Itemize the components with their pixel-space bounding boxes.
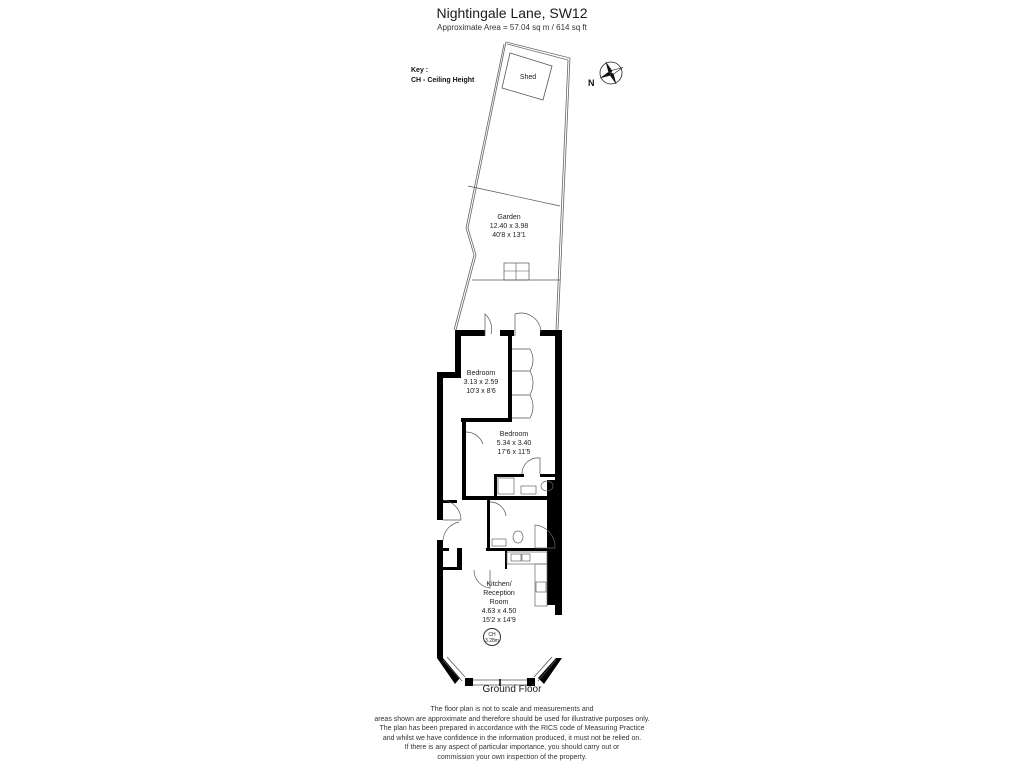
room-dims-metric: 4.63 x 4.50 bbox=[481, 608, 517, 615]
key-entry-ceiling-height: CH - Ceiling Height bbox=[411, 77, 475, 84]
room-dims-imperial: 15'2 x 14'9 bbox=[482, 617, 516, 624]
property-title: Nightingale Lane, SW12 bbox=[436, 5, 588, 21]
garden-boundary bbox=[454, 42, 570, 330]
room-dims-metric: 5.34 x 3.40 bbox=[496, 440, 532, 447]
room-label-bedroom-1 bbox=[464, 369, 499, 396]
room-label-bedroom-2 bbox=[497, 430, 532, 457]
room-dims-imperial: 40'8 x 13'1 bbox=[492, 232, 526, 239]
room-name-line3: Room bbox=[489, 599, 509, 606]
key-heading: Key : bbox=[411, 67, 429, 74]
room-name: Garden bbox=[497, 214, 521, 221]
room-dims-metric: 3.13 x 2.59 bbox=[463, 379, 499, 386]
disclaimer: The floor plan is not to scale and measurements and areas shown are approximate and therefore should be used for illustrative purposes only. The plan has been prepared in accordance with the RICS code of Measuring Practice and whilst we have confidence in the information produced, it must not be relied on. If there is any aspect of particular importance, you should carry out or commission your own inspection of the property. bbox=[374, 706, 650, 761]
floor-label: Ground Floor bbox=[482, 684, 542, 695]
room-label-shed: Shed bbox=[519, 74, 537, 81]
north-label: N bbox=[588, 78, 595, 88]
room-name: Bedroom bbox=[499, 431, 529, 438]
room-name-line2: Reception bbox=[483, 590, 515, 597]
room-label-kitchen-reception bbox=[482, 580, 517, 625]
room-label-garden bbox=[490, 213, 529, 240]
ceiling-height-badge: CH 3.28m bbox=[483, 628, 501, 646]
room-name-line1: Kitchen/ bbox=[486, 581, 512, 588]
room-dims-imperial: 10'3 x 8'6 bbox=[466, 388, 496, 395]
room-dims-metric: 12.40 x 3.98 bbox=[489, 223, 529, 230]
room-dims-imperial: 17'6 x 11'5 bbox=[497, 449, 531, 456]
approximate-area: Approximate Area = 57.04 sq m / 614 sq ft bbox=[437, 23, 587, 32]
room-name: Bedroom bbox=[466, 370, 496, 377]
